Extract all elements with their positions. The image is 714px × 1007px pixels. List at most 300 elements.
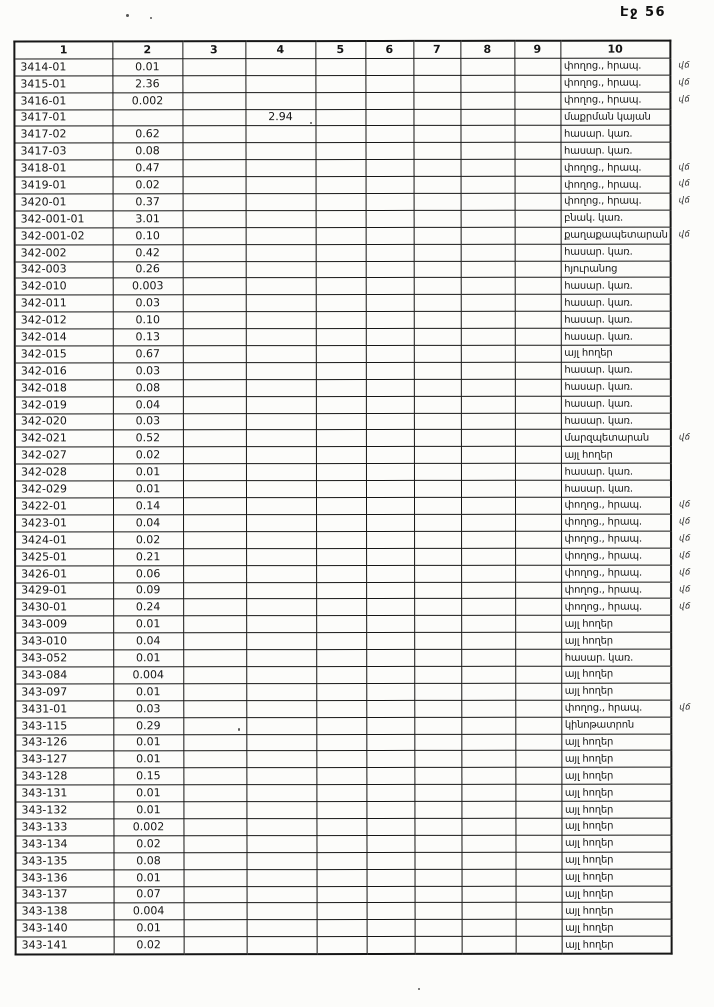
empty-cell-8 (461, 379, 515, 396)
empty-cell-5 (317, 869, 367, 886)
parcel-code-cell: 343-084 (15, 667, 113, 684)
empty-cell-5 (316, 683, 366, 700)
col4-value-cell (246, 160, 316, 177)
empty-cell-6 (366, 751, 414, 768)
empty-cell-3 (183, 819, 246, 836)
empty-cell-3 (182, 92, 245, 109)
table-row (15, 159, 711, 177)
table-row (15, 210, 711, 228)
table-row (15, 734, 711, 752)
land-use-cell: փողոց., հրապ. (561, 598, 671, 615)
empty-cell-6 (366, 666, 414, 683)
parcel-code-cell: 342-029 (15, 481, 113, 498)
empty-cell-7 (414, 683, 461, 700)
col4-value-cell (246, 362, 316, 379)
land-use-cell: փողոց., հրապ. (561, 514, 671, 531)
empty-cell-9 (515, 734, 561, 751)
land-use-cell: այլ հողեր (561, 767, 671, 784)
margin-note (671, 261, 711, 278)
empty-cell-3 (183, 498, 246, 515)
empty-cell-6 (366, 227, 414, 244)
empty-cell-5 (317, 903, 367, 920)
land-use-cell: փողոց., հրապ. (561, 531, 671, 548)
margin-note: վճ (678, 432, 691, 443)
parcel-code-cell: 3423-01 (15, 515, 113, 532)
empty-cell-8 (461, 261, 515, 278)
table-row (15, 514, 711, 532)
land-use-cell: փողոց., հրապ. (560, 92, 670, 109)
parcel-code-cell: 343-134 (15, 836, 113, 853)
empty-cell-6 (366, 312, 414, 329)
empty-cell-5 (316, 616, 366, 633)
column-header-1: 1 (14, 41, 112, 59)
parcel-code-cell: 343-141 (16, 937, 114, 955)
land-use-cell: հասար. կառ. (561, 311, 671, 328)
land-use-cell: քաղաքապետարան (561, 227, 671, 244)
area-value-cell: 0.08 (113, 143, 183, 160)
margin-note (671, 294, 711, 311)
parcel-code-cell: 342-027 (15, 447, 113, 464)
area-value-cell: 3.01 (113, 211, 183, 228)
table-row (15, 548, 711, 566)
empty-cell-6 (366, 700, 414, 717)
empty-cell-7 (414, 801, 461, 818)
col4-value-cell (246, 565, 316, 582)
area-value-cell: 0.02 (113, 532, 183, 549)
empty-cell-3 (183, 329, 246, 346)
empty-cell-9 (515, 328, 561, 345)
empty-cell-6 (366, 379, 414, 396)
land-use-cell: հասար. կառ. (561, 294, 671, 311)
parcel-code-cell: 3417-02 (14, 126, 112, 143)
parcel-code-cell: 3424-01 (15, 532, 113, 549)
margin-note (672, 919, 712, 936)
parcel-code-cell: 342-018 (15, 380, 113, 397)
land-use-cell: այլ հողեր (561, 345, 671, 362)
empty-cell-3 (182, 109, 245, 126)
empty-cell-6 (367, 903, 415, 920)
empty-cell-9 (515, 311, 561, 328)
empty-cell-6 (367, 886, 415, 903)
empty-cell-3 (183, 684, 246, 701)
empty-cell-3 (183, 548, 246, 565)
col4-value-cell (246, 413, 316, 430)
land-use-cell: հասար. կառ. (561, 396, 671, 413)
land-use-cell: հասար. կառ. (560, 126, 670, 143)
empty-cell-5 (316, 751, 366, 768)
land-use-cell: հյուրանոց (561, 261, 671, 278)
parcel-code-cell: 342-003 (15, 261, 113, 278)
area-value-cell: 0.03 (113, 413, 183, 430)
table-row (15, 480, 711, 498)
margin-note (671, 835, 711, 852)
empty-cell-5 (316, 565, 366, 582)
empty-cell-9 (515, 599, 561, 616)
table-row (15, 446, 711, 464)
empty-cell-9 (515, 801, 561, 818)
margin-note (671, 734, 711, 751)
margin-note (671, 750, 711, 767)
empty-cell-5 (317, 886, 367, 903)
empty-cell-5 (316, 312, 366, 329)
table-row (15, 598, 711, 616)
empty-cell-3 (183, 346, 246, 363)
col4-value-cell (246, 616, 316, 633)
empty-cell-6 (366, 818, 414, 835)
empty-cell-6 (366, 565, 414, 582)
empty-cell-7 (414, 548, 461, 565)
margin-note (671, 311, 711, 328)
empty-cell-6 (367, 920, 415, 937)
table-row (15, 750, 711, 768)
margin-note: վճ (679, 601, 691, 612)
empty-cell-9 (515, 413, 561, 430)
table-row (15, 193, 711, 211)
land-use-cell: այլ հողեր (561, 734, 671, 751)
land-use-cell: այլ հողեր (561, 818, 671, 835)
area-value-cell: 0.24 (113, 599, 183, 616)
empty-cell-6 (366, 447, 414, 464)
empty-cell-7 (414, 582, 461, 599)
empty-cell-7 (414, 278, 461, 295)
col4-value-cell (246, 734, 316, 751)
empty-cell-6 (366, 717, 414, 734)
area-value-cell: 0.67 (113, 346, 183, 363)
empty-cell-5 (316, 633, 366, 650)
empty-cell-5 (316, 852, 366, 869)
empty-cell-3 (183, 211, 246, 228)
empty-cell-3 (184, 869, 247, 886)
margin-note (671, 818, 711, 835)
margin-note (670, 125, 710, 142)
parcel-code-cell: 342-028 (15, 464, 113, 481)
margin-note: վճ (679, 499, 691, 510)
area-value-cell: 0.01 (114, 920, 184, 937)
empty-cell-9 (514, 126, 560, 143)
land-register-table (13, 40, 712, 956)
col4-value-cell (245, 126, 315, 143)
area-value-cell: 0.01 (114, 869, 184, 886)
col4-value-cell (246, 768, 316, 785)
col4-value-cell (246, 548, 316, 565)
col4-value-cell: 2.94 (245, 109, 315, 126)
land-use-cell: այլ հողեր (562, 919, 672, 936)
area-value-cell: 0.04 (113, 633, 183, 650)
empty-cell-5 (316, 785, 366, 802)
empty-cell-8 (461, 734, 515, 751)
area-value-cell: 0.03 (113, 700, 183, 717)
col4-value-cell (246, 498, 316, 515)
empty-cell-6 (365, 58, 413, 75)
area-value-cell: 0.01 (113, 734, 183, 751)
land-use-cell: այլ հողեր (562, 869, 672, 886)
area-value-cell: 0.01 (113, 751, 183, 768)
area-value-cell (112, 109, 182, 126)
margin-note (671, 683, 711, 700)
empty-cell-6 (366, 548, 414, 565)
empty-cell-9 (515, 227, 561, 244)
parcel-code-cell: 343-010 (15, 633, 113, 650)
empty-cell-9 (515, 447, 561, 464)
margin-note (671, 362, 711, 379)
col4-value-cell (246, 683, 316, 700)
empty-cell-5 (316, 261, 366, 278)
parcel-code-cell: 343-136 (16, 869, 114, 886)
empty-cell-7 (414, 514, 461, 531)
margin-note: վճ (678, 229, 691, 240)
empty-cell-3 (183, 785, 246, 802)
empty-cell-8 (461, 616, 515, 633)
area-value-cell: 0.10 (113, 228, 183, 245)
col4-value-cell (246, 531, 316, 548)
empty-cell-3 (183, 565, 246, 582)
empty-cell-5 (317, 920, 367, 937)
empty-cell-8 (461, 531, 515, 548)
col4-value-cell (247, 869, 317, 886)
margin-note (672, 902, 712, 919)
empty-cell-7 (414, 481, 461, 498)
area-value-cell: 0.08 (113, 853, 183, 870)
empty-cell-3 (183, 177, 246, 194)
empty-cell-7 (414, 818, 461, 835)
empty-cell-7 (415, 920, 462, 937)
col4-value-cell (246, 261, 316, 278)
parcel-code-cell: 342-011 (15, 295, 113, 312)
margin-note (671, 801, 711, 818)
table-row (15, 717, 711, 735)
empty-cell-6 (366, 160, 414, 177)
margin-note (671, 666, 711, 683)
parcel-code-cell: 3419-01 (15, 177, 113, 194)
col4-value-cell (246, 667, 316, 684)
empty-cell-7 (414, 362, 461, 379)
margin-note (671, 480, 711, 497)
empty-cell-9 (515, 784, 561, 801)
margin-note (672, 886, 712, 903)
col4-value-cell (246, 194, 316, 211)
empty-cell-8 (461, 649, 515, 666)
col4-value-cell (246, 717, 316, 734)
empty-cell-3 (183, 515, 246, 532)
empty-cell-3 (183, 633, 246, 650)
empty-cell-9 (515, 514, 561, 531)
land-use-cell: հասար. կառ. (561, 463, 671, 480)
parcel-code-cell: 343-115 (15, 717, 113, 734)
empty-cell-5 (316, 295, 366, 312)
parcel-code-cell: 342-012 (15, 312, 113, 329)
empty-cell-8 (460, 126, 514, 143)
area-value-cell: 0.21 (113, 548, 183, 565)
empty-cell-7 (414, 785, 461, 802)
margin-note (671, 615, 711, 632)
empty-cell-8 (461, 176, 515, 193)
margin-note (670, 109, 710, 126)
col4-value-cell (246, 802, 316, 819)
empty-cell-7 (414, 430, 461, 447)
land-use-cell: այլ հողեր (561, 615, 671, 632)
empty-cell-8 (461, 295, 515, 312)
empty-cell-8 (462, 903, 516, 920)
empty-cell-9 (516, 903, 562, 920)
empty-cell-8 (461, 784, 515, 801)
empty-cell-9 (515, 666, 561, 683)
empty-cell-9 (515, 396, 561, 413)
empty-cell-9 (515, 278, 561, 295)
table-row (15, 311, 711, 329)
empty-cell-7 (414, 616, 461, 633)
col4-value-cell (247, 937, 317, 954)
col4-value-cell (246, 464, 316, 481)
empty-cell-3 (183, 667, 246, 684)
col4-value-cell (246, 481, 316, 498)
col4-value-cell (246, 227, 316, 244)
empty-cell-7 (414, 329, 461, 346)
empty-cell-3 (184, 937, 247, 954)
empty-cell-6 (366, 734, 414, 751)
empty-cell-6 (366, 430, 414, 447)
empty-cell-8 (461, 801, 515, 818)
land-use-cell: մարզպետարան (561, 430, 671, 447)
area-value-cell: 0.02 (113, 836, 183, 853)
empty-cell-5 (316, 666, 366, 683)
empty-cell-3 (183, 599, 246, 616)
empty-cell-9 (515, 852, 561, 869)
margin-note: վճ (678, 195, 691, 206)
empty-cell-5 (316, 379, 366, 396)
empty-cell-8 (461, 548, 515, 565)
land-use-cell: փողոց., հրապ. (561, 193, 671, 210)
table-row (15, 294, 711, 312)
empty-cell-9 (515, 193, 561, 210)
land-use-cell: այլ հողեր (561, 750, 671, 767)
column-header-3: 3 (182, 41, 245, 58)
empty-cell-3 (183, 734, 246, 751)
empty-cell-7 (414, 852, 461, 869)
table-row (14, 92, 710, 110)
area-value-cell: 0.26 (113, 261, 183, 278)
col4-value-cell (246, 379, 316, 396)
empty-cell-5 (316, 346, 366, 363)
table-row (15, 683, 711, 701)
empty-cell-7 (414, 649, 461, 666)
empty-cell-5 (316, 768, 366, 785)
land-use-cell: փողոց., հրապ. (561, 176, 671, 193)
land-use-cell: բնակ. կառ. (561, 210, 671, 227)
empty-cell-5 (316, 802, 366, 819)
empty-cell-7 (415, 869, 462, 886)
margin-note (672, 869, 712, 886)
empty-cell-6 (365, 75, 413, 92)
empty-cell-5 (316, 531, 366, 548)
empty-cell-5 (316, 514, 366, 531)
empty-cell-8 (461, 666, 515, 683)
area-value-cell: 0.01 (113, 650, 183, 667)
empty-cell-9 (515, 463, 561, 480)
parcel-code-cell: 343-097 (15, 684, 113, 701)
empty-cell-9 (515, 143, 561, 160)
land-use-cell: փողոց., հրապ. (560, 75, 670, 92)
empty-cell-7 (415, 903, 462, 920)
parcel-code-cell: 342-015 (15, 346, 113, 363)
empty-cell-8 (461, 447, 515, 464)
empty-cell-7 (414, 143, 461, 160)
empty-cell-6 (365, 92, 413, 109)
parcel-code-cell: 342-010 (15, 278, 113, 295)
empty-cell-9 (514, 109, 560, 126)
empty-cell-7 (414, 768, 461, 785)
empty-cell-9 (515, 565, 561, 582)
empty-cell-7 (414, 160, 461, 177)
empty-cell-8 (460, 58, 514, 75)
empty-cell-7 (414, 379, 461, 396)
empty-cell-9 (515, 261, 561, 278)
col4-value-cell (246, 430, 316, 447)
parcel-code-cell: 343-138 (16, 903, 114, 920)
empty-cell-8 (461, 514, 515, 531)
land-use-cell: այլ հողեր (561, 666, 671, 683)
parcel-code-cell: 342-001-01 (15, 211, 113, 228)
margin-note (671, 446, 711, 463)
area-value-cell: 0.003 (113, 278, 183, 295)
empty-cell-8 (461, 599, 515, 616)
empty-cell-9 (515, 531, 561, 548)
area-value-cell: 0.42 (113, 244, 183, 261)
empty-cell-7 (413, 109, 460, 126)
empty-cell-8 (462, 936, 516, 953)
empty-cell-8 (461, 497, 515, 514)
area-value-cell: 0.01 (113, 785, 183, 802)
column-header-10: 10 (560, 41, 670, 59)
parcel-code-cell: 343-009 (15, 616, 113, 633)
empty-cell-3 (182, 75, 245, 92)
empty-cell-8 (461, 143, 515, 160)
table-row (16, 902, 712, 920)
empty-cell-9 (515, 295, 561, 312)
col4-value-cell (245, 58, 315, 75)
empty-cell-9 (515, 379, 561, 396)
margin-note (671, 784, 711, 801)
empty-cell-3 (183, 295, 246, 312)
table-row (16, 919, 712, 937)
empty-cell-5 (315, 126, 365, 143)
empty-cell-7 (413, 92, 460, 109)
empty-cell-7 (414, 295, 461, 312)
empty-cell-5 (316, 396, 366, 413)
empty-cell-3 (183, 430, 246, 447)
table-row (15, 497, 711, 515)
empty-cell-7 (414, 599, 461, 616)
margin-note (671, 463, 711, 480)
parcel-code-cell: 342-001-02 (15, 228, 113, 245)
table-row (15, 261, 711, 279)
land-use-cell: փողոց., հրապ. (561, 582, 671, 599)
empty-cell-8 (460, 92, 514, 109)
land-use-cell: հասար. կառ. (561, 379, 671, 396)
empty-cell-3 (183, 717, 246, 734)
column-header-6: 6 (365, 41, 413, 58)
margin-note: վճ (679, 533, 691, 544)
table-row (15, 531, 711, 549)
empty-cell-9 (516, 920, 562, 937)
margin-note: վճ (679, 584, 691, 595)
empty-cell-7 (414, 447, 461, 464)
empty-cell-7 (415, 937, 462, 954)
empty-cell-3 (183, 396, 246, 413)
parcel-code-cell: 3418-01 (15, 160, 113, 177)
col4-value-cell (246, 312, 316, 329)
column-header-4: 4 (245, 41, 315, 58)
empty-cell-3 (183, 413, 246, 430)
